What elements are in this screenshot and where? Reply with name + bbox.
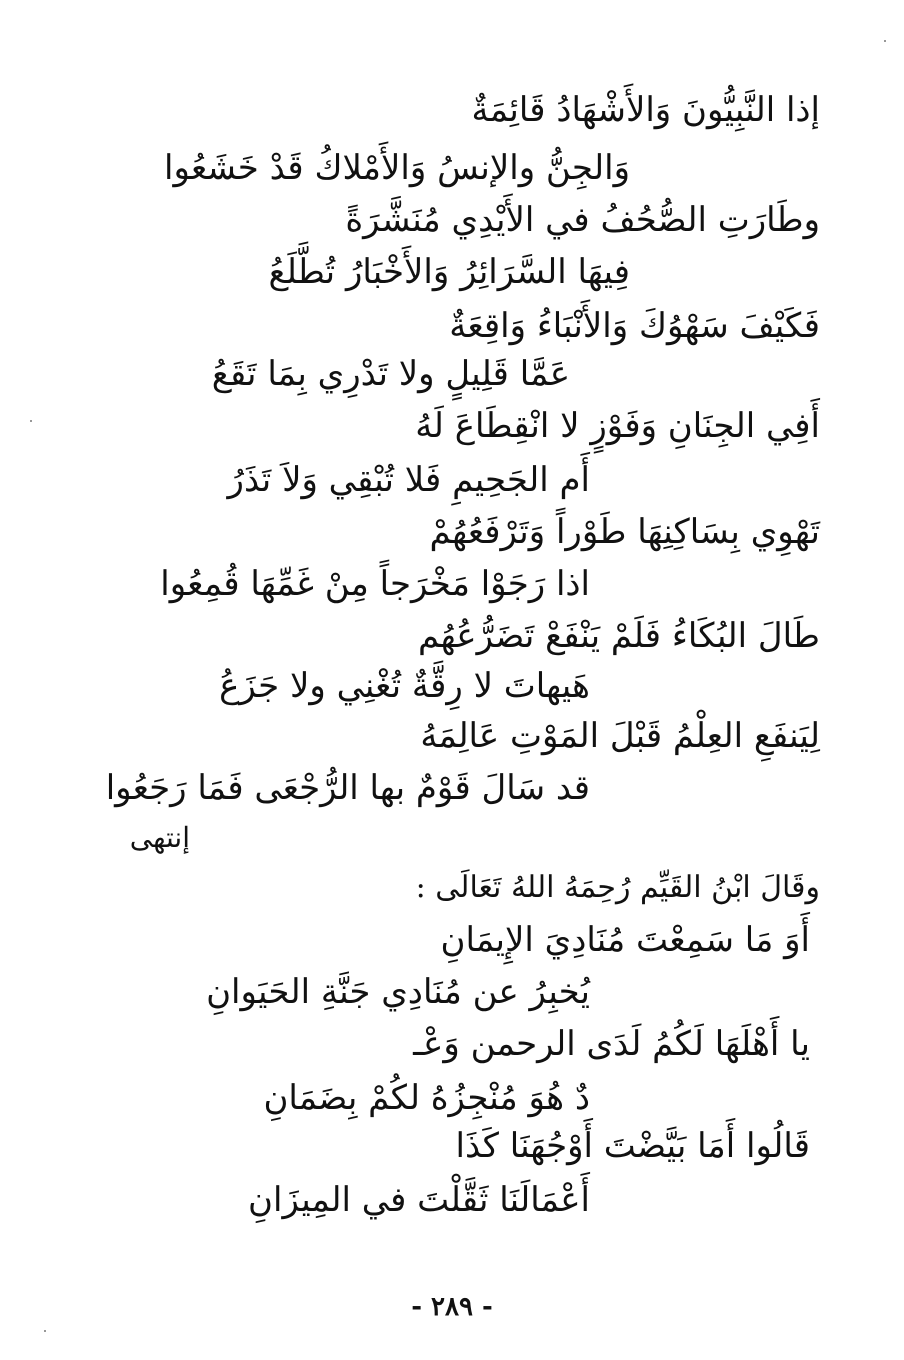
poem2-line-5: قَالُوا أَمَا بَيَّضْتَ أَوْجُهَنَا كَذَا <box>455 1126 810 1166</box>
poem1-line-14: قد سَالَ قَوْمٌ بها الرُّجْعَى فَمَا رَجَعُوا <box>105 768 590 808</box>
scan-speck <box>884 40 886 42</box>
poem1-line-6: عَمَّا قَلِيلٍ ولا تَدْرِي بِمَا تَقَعُ <box>211 354 570 394</box>
poem2-line-6: أَعْمَالَنَا ثَقَّلْتَ في المِيزَانِ <box>248 1180 590 1220</box>
poem1-line-1: إذا النَّبِيُّونَ وَالأَشْهَادُ قَائِمَةٌ <box>471 90 820 130</box>
poem2-line-2: يُخبِرُ عن مُنَادِي جَنَّةِ الحَيَوانِ <box>206 972 590 1012</box>
poem1-line-9: تَهْوِي بِسَاكِنِهَا طَوْراً وَتَرْفَعُهُمْ <box>429 512 820 552</box>
end-note: إنتهى <box>129 821 190 854</box>
poem1-line-5: فَكَيْفَ سَهْوُكَ وَالأَنْبَاءُ وَاقِعَةٌ <box>449 306 820 346</box>
poem1-line-12: هَيهاتَ لا رِقَّةٌ تُغْنِي ولا جَزَعُ <box>219 666 590 706</box>
scan-speck <box>44 1330 46 1332</box>
poem2-line-4: دٌ هُوَ مُنْجِزُهُ لكُمْ بِضَمَانِ <box>263 1078 590 1118</box>
section-intro: وقَالَ ابْنُ القَيِّم رُحِمَهُ اللهُ تَعَالَى : <box>415 870 820 905</box>
poem2-line-1: أَوَ مَا سَمِعْتَ مُنَادِيَ الإِيمَانِ <box>440 920 810 960</box>
poem1-line-4: فِيهَا السَّرَائِرُ وَالأَخْبَارُ تُطَّلَعُ <box>268 252 630 292</box>
poem1-line-7: أَفِي الجِنَانِ وَفَوْزٍ لا انْقِطَاعَ لَهُ <box>415 406 820 446</box>
page-number: - ٢٨٩ - <box>411 1292 493 1322</box>
poem1-line-10: اذا رَجَوْا مَخْرَجاً مِنْ غَمِّهَا قُمِعُوا <box>160 564 590 604</box>
poem1-line-3: وطَارَتِ الصُّحُفُ في الأَيْدِي مُنَشَّرَةً <box>345 200 820 240</box>
poem1-line-11: طَالَ البُكَاءُ فَلَمْ يَنْفَعْ تَضَرُّعُهُم <box>418 616 820 656</box>
poem2-line-3: يا أَهْلَهَا لَكُمُ لَدَى الرحمن وَعْـ <box>413 1024 810 1064</box>
poem1-line-13: لِيَنفَعِ العِلْمُ قَبْلَ المَوْتِ عَالِمَهُ <box>420 716 820 756</box>
poem1-line-2: وَالجِنُّ والإنسُ وَالأَمْلاكُ قَدْ خَشَعُوا <box>164 148 630 188</box>
scan-speck <box>30 420 32 422</box>
poem1-line-8: أَم الجَحِيمِ فَلا تُبْقِي وَلاَ تَذَرُ <box>227 460 590 500</box>
